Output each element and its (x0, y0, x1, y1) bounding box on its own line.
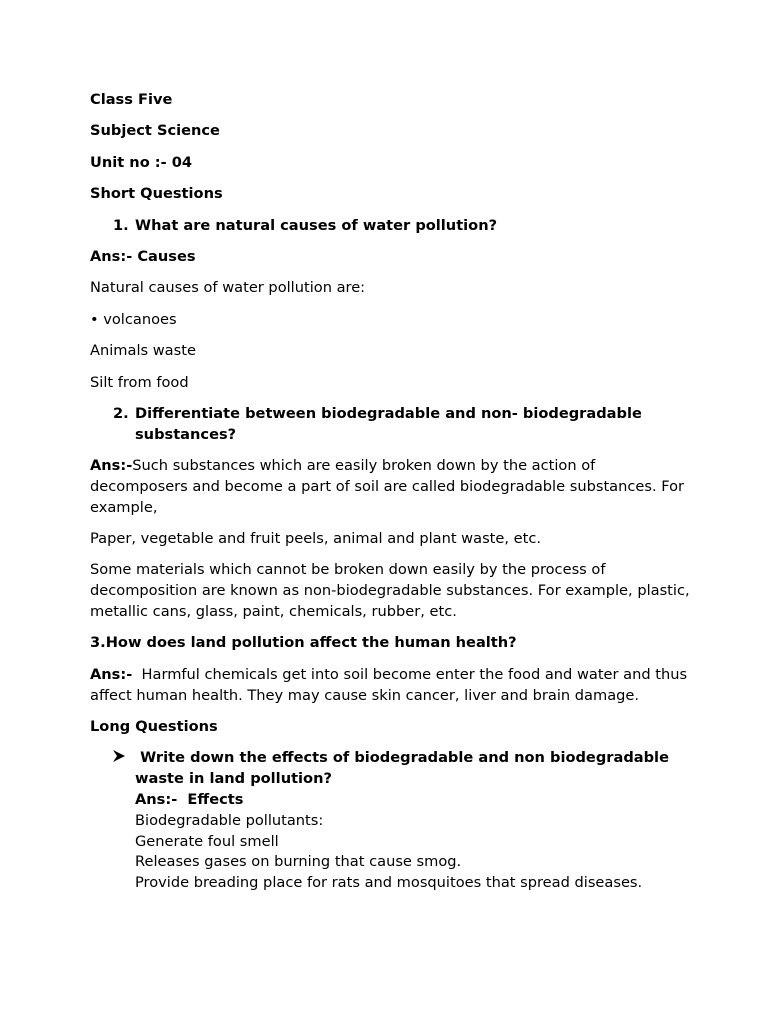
answer-1-item-3: Silt from food (90, 373, 189, 391)
unit-line: Unit no :- 04 (90, 153, 193, 171)
long-answer-line-3: Releases gases on burning that cause smog. (135, 853, 462, 871)
answer-1-item-1: • volcanoes (90, 310, 177, 328)
question-2 (90, 404, 690, 446)
long-answer-line-4: Provide breading place for rats and mosquitoes that spread diseases. (135, 874, 643, 892)
answer-1-intro: Natural causes of water pollution are: (90, 279, 366, 297)
answer-1-item-2: Animals waste (90, 342, 196, 360)
long-answer-heading: Ans:- Effects (135, 791, 244, 809)
class-line: Class Five (90, 91, 173, 108)
subject-line: Subject Science (90, 122, 220, 140)
answer-2-label: Ans:- (90, 457, 133, 475)
long-answer-line-2: Generate foul smell (135, 832, 279, 850)
answer-2-text: Such substances which are easily broken down by the action of decomposers and become a part of soil are called biodegradable substances. For example, (90, 457, 685, 516)
arrowhead-bullet-icon (112, 748, 126, 769)
question-3: 3.How does land pollution affect the human health? (90, 634, 517, 652)
long-question-1-text: Write down the effects of biodegradable and non biodegradable waste in land pollution? (135, 749, 675, 788)
question-2-number: 2. (113, 404, 129, 422)
question-2-text: Differentiate between biodegradable and non- biodegradable substances? (135, 404, 642, 443)
answer-1-heading: Ans:- Causes (90, 247, 196, 265)
long-answer-line-1: Biodegradable pollutants: (135, 811, 324, 829)
document-page (90, 90, 690, 894)
answer-2-examples: Paper, vegetable and fruit peels, animal and plant waste, etc. (90, 530, 542, 548)
question-1-number: 1. (113, 216, 129, 234)
answer-3-text: Harmful chemicals get into soil become enter the food and water and thus affect human health. They may cause skin cancer, liver and brain damage. (90, 665, 692, 704)
answer-2 (90, 456, 690, 518)
answer-3 (90, 665, 690, 707)
question-1 (90, 216, 690, 237)
answer-3-label: Ans:- (90, 665, 133, 683)
long-question-1 (90, 748, 690, 894)
answer-2-non-biodegradable: Some materials which cannot be broken down easily by the process of decomposition are known as non-biodegradable substances. For example, plastic, metallic cans, glass, paint, chemicals, rubber, etc. (90, 561, 690, 621)
question-1-text: What are natural causes of water pollution? (135, 216, 498, 234)
long-questions-heading: Long Questions (90, 718, 218, 736)
short-questions-heading: Short Questions (90, 185, 223, 203)
